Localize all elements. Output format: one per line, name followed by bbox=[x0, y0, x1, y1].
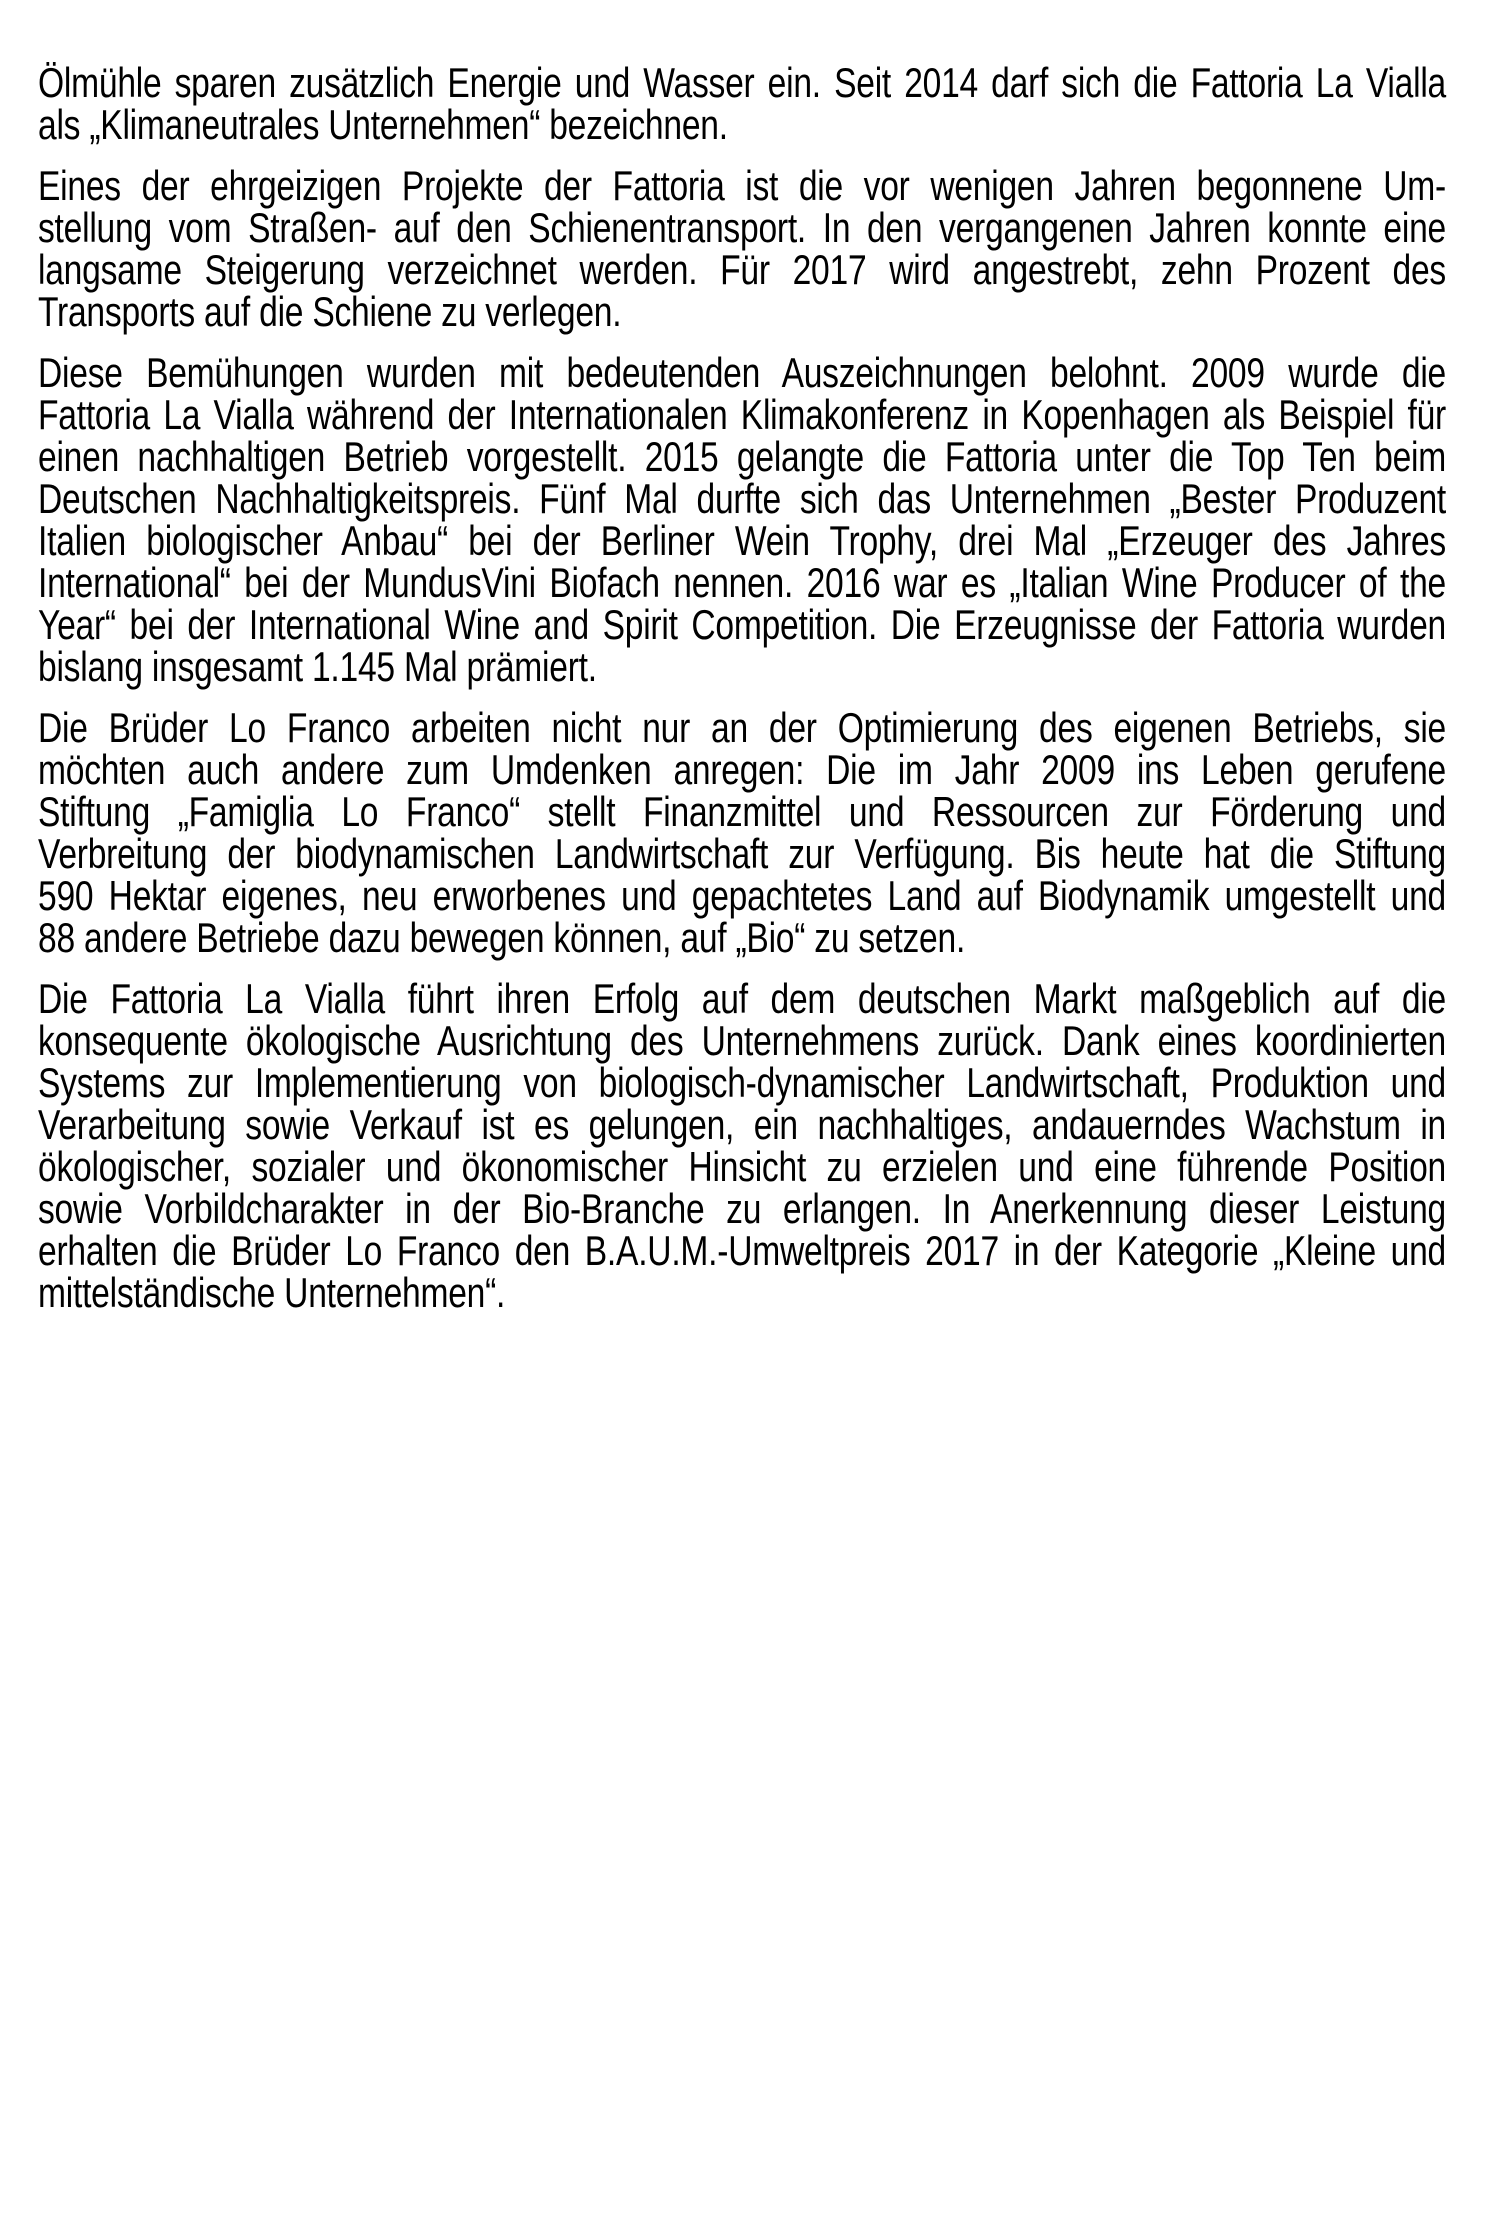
text-line: als „Klimaneutrales Unternehmen“ bezeichnen. bbox=[38, 101, 728, 148]
text-line: erhalten die Brüder Lo Franco den B.A.U.M.-Umweltpreis 2017 in der Kategorie „Kleine und bbox=[38, 1227, 1446, 1274]
text-line: Systems zur Implementierung von biologisch-dynamischer Landwirtschaft, Produktion und bbox=[38, 1059, 1446, 1106]
text-line: Eines der ehrgeizigen Projekte der Fattoria ist die vor wenigen Jahren begonnene Um- bbox=[38, 162, 1446, 209]
text-line: konsequente ökologische Ausrichtung des Unternehmens zurück. Dank eines koordinierten bbox=[38, 1017, 1446, 1064]
paragraph-1 bbox=[38, 59, 1446, 148]
text-line: Transports auf die Schiene zu verlegen. bbox=[38, 288, 622, 335]
text-line: Fattoria La Vialla während der Internationalen Klimakonferenz in Kopenhagen als Beispiel für bbox=[38, 391, 1446, 438]
paragraph-2 bbox=[38, 162, 1446, 335]
text-line: möchten auch andere zum Umdenken anregen: Die im Jahr 2009 ins Leben gerufene bbox=[38, 746, 1446, 793]
text-line: Italien biologischer Anbau“ bei der Berliner Wein Trophy, drei Mal „Erzeuger des Jahres bbox=[38, 517, 1446, 564]
text-line: Deutschen Nachhaltigkeitspreis. Fünf Mal durfte sich das Unternehmen „Bester Produzent bbox=[38, 475, 1446, 522]
text-line: International“ bei der MundusVini Biofach nennen. 2016 war es „Italian Wine Producer of the bbox=[38, 559, 1446, 606]
text-line: langsame Steigerung verzeichnet werden. Für 2017 wird angestrebt, zehn Prozent des bbox=[38, 246, 1446, 293]
text-line: Die Fattoria La Vialla führt ihren Erfolg auf dem deutschen Markt maßgeblich auf die bbox=[38, 975, 1446, 1022]
text-line: 590 Hektar eigenes, neu erworbenes und gepachtetes Land auf Biodynamik umgestellt und bbox=[38, 872, 1446, 919]
text-line: einen nachhaltigen Betrieb vorgestellt. 2015 gelangte die Fattoria unter die Top Ten beim bbox=[38, 433, 1446, 480]
text-line: Diese Bemühungen wurden mit bedeutenden Auszeichnungen belohnt. 2009 wurde die bbox=[38, 349, 1446, 396]
text-line: mittelständische Unternehmen“. bbox=[38, 1269, 506, 1316]
text-line: Verbreitung der biodynamischen Landwirtschaft zur Verfügung. Bis heute hat die Stiftung bbox=[38, 830, 1446, 877]
text-line: Stiftung „Famiglia Lo Franco“ stellt Finanzmittel und Ressourcen zur Förderung und bbox=[38, 788, 1446, 835]
text-line: Year“ bei der International Wine and Spirit Competition. Die Erzeugnisse der Fattoria wurden bbox=[38, 601, 1446, 648]
text-line: 88 andere Betriebe dazu bewegen können, auf „Bio“ zu setzen. bbox=[38, 914, 966, 961]
paragraph-4 bbox=[38, 704, 1446, 961]
text-line: sowie Vorbildcharakter in der Bio-Branche zu erlangen. In Anerkennung dieser Leistung bbox=[38, 1185, 1446, 1232]
text-line: stellung vom Straßen- auf den Schienentransport. In den vergangenen Jahren konnte eine bbox=[38, 204, 1446, 251]
text-line: Verarbeitung sowie Verkauf ist es gelungen, ein nachhaltiges, andauerndes Wachstum in bbox=[38, 1101, 1446, 1148]
text-line: Die Brüder Lo Franco arbeiten nicht nur an der Optimierung des eigenen Betriebs, sie bbox=[38, 704, 1446, 751]
text-line: ökologischer, sozialer und ökonomischer Hinsicht zu erzielen und eine führende Position bbox=[38, 1143, 1446, 1190]
text-line: bislang insgesamt 1.145 Mal prämiert. bbox=[38, 643, 597, 690]
document-text bbox=[38, 59, 1446, 1333]
paragraph-3 bbox=[38, 349, 1446, 690]
text-line: Ölmühle sparen zusätzlich Energie und Wasser ein. Seit 2014 darf sich die Fattoria La Vialla bbox=[38, 59, 1446, 106]
paragraph-5 bbox=[38, 975, 1446, 1316]
